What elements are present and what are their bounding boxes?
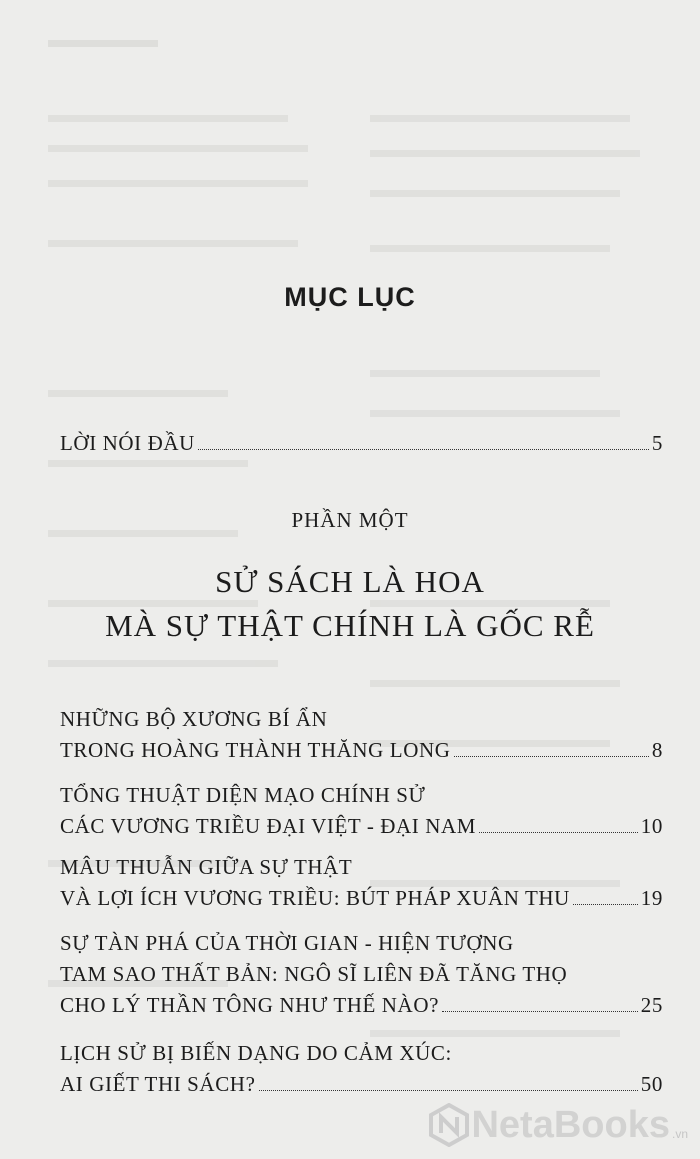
toc-entry-line: TRONG HOÀNG THÀNH THĂNG LONG	[60, 738, 451, 762]
toc-entry[interactable]	[60, 1038, 663, 1100]
toc-entry-label: LỜI NÓI ĐẦU	[60, 431, 195, 455]
dot-leader	[259, 1090, 638, 1091]
toc-entry-line: AI GIẾT THI SÁCH?	[60, 1072, 256, 1096]
toc-entry[interactable]	[60, 852, 663, 914]
dot-leader	[442, 1011, 638, 1012]
part-title-line: MÀ SỰ THẬT CHÍNH LÀ GỐC RỄ	[105, 608, 595, 643]
toc-entry[interactable]	[60, 780, 663, 842]
toc-entry-page: 8	[651, 738, 663, 762]
part-title-line: SỬ SÁCH LÀ HOA	[215, 564, 485, 599]
toc-entry-line: SỰ TÀN PHÁ CỦA THỜI GIAN - HIỆN TƯỢNG	[60, 931, 514, 955]
toc-entry-line: MÂU THUẪN GIỮA SỰ THẬT	[60, 855, 353, 879]
toc-entry-intro[interactable]	[60, 428, 663, 459]
netabooks-watermark	[427, 1103, 688, 1147]
dot-leader	[573, 904, 638, 905]
toc-entry-line: TỔNG THUẬT DIỆN MẠO CHÍNH SỬ	[60, 783, 426, 807]
part-label: PHẦN MỘT	[291, 508, 409, 532]
netabooks-logo-icon	[427, 1103, 471, 1147]
toc-entry-line: NHỮNG BỘ XƯƠNG BÍ ẨN	[60, 707, 328, 731]
toc-entry-line: CHO LÝ THẦN TÔNG NHƯ THẾ NÀO?	[60, 993, 440, 1017]
toc-entry-line: CÁC VƯƠNG TRIỀU ĐẠI VIỆT - ĐẠI NAM	[60, 814, 477, 838]
toc-entry-line: VÀ LỢI ÍCH VƯƠNG TRIỀU: BÚT PHÁP XUÂN THU	[60, 886, 570, 910]
toc-entry[interactable]	[60, 704, 663, 766]
dot-leader	[198, 449, 649, 450]
dot-leader	[479, 832, 638, 833]
toc-entry-line: TAM SAO THẤT BẢN: NGÔ SĨ LIÊN ĐÃ TĂNG THỌ	[60, 962, 568, 986]
toc-entry[interactable]	[60, 928, 663, 1021]
toc-entry-page: 25	[640, 993, 663, 1017]
dot-leader	[454, 756, 649, 757]
toc-entry-page: 50	[640, 1072, 663, 1096]
toc-entry-page: 5	[651, 431, 663, 455]
watermark-brand: NetaBooks	[471, 1103, 670, 1146]
toc-title: MỤC LỤC	[284, 282, 416, 312]
watermark-suffix: .vn	[671, 1127, 688, 1141]
toc-entry-page: 19	[640, 886, 663, 910]
toc-entry-line: LỊCH SỬ BỊ BIẾN DẠNG DO CẢM XÚC:	[60, 1041, 452, 1065]
toc-entry-page: 10	[640, 814, 663, 838]
